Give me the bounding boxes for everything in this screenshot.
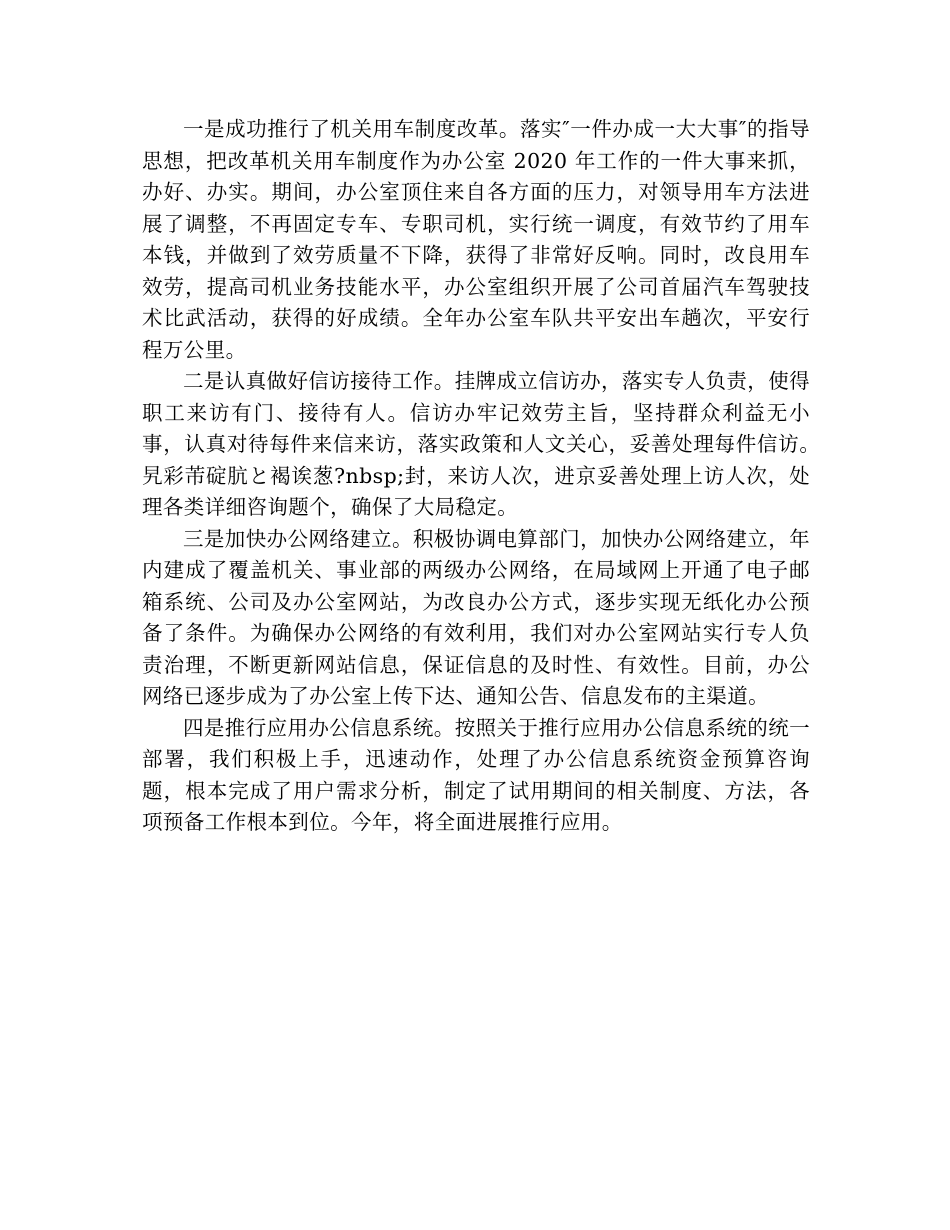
paragraph-office-info-system: 四是推行应用办公信息系统。按照关于推行应用办公信息系统的统一部署，我们积极上手，迅速动作，处理了办公信息系统资金预算咨询题，根本完成了用户需求分析，制定了试用期间的相关制度、方法，各项预备工作根本到位。今年，将全面进展推行应用。 bbox=[142, 715, 810, 834]
paragraph-vehicle-reform: 一是成功推行了机关用车制度改革。落实″一件办成一大大事″的指导思想，把改革机关用车制度作为办公室 2020 年工作的一件大事来抓，办好、办实。期间，办公室顶住来自各方面的压力，对领导用车方法进展了调整，不再固定专车、专职司机，实行统一调度，有效节约了用车本钱，并做到了效劳质量不下降，获得了非常好反响。同时，改良用车效劳，提高司机业务技能水平，办公室组织开展了公司首届汽车驾驶技术比武活动，获得的好成绩。全年办公室车队共平安出车趟次，平安行程万公里。 bbox=[142, 117, 810, 362]
document-body bbox=[142, 114, 838, 839]
paragraph-office-network: 三是加快办公网络建立。积极协调电算部门，加快办公网络建立，年内建成了覆盖机关、事业部的两级办公网络，在局域网上开通了电子邮箱系统、公司及办公室网站，为改良办公方式，逐步实现无纸化办公预备了条件。为确保办公网络的有效利用，我们对办公室网站实行专人负责治理，不断更新网站信息，保证信息的及时性、有效性。目前，办公网络已逐步成为了办公室上传下达、通知公告、信息发布的主渠道。 bbox=[142, 526, 810, 708]
paragraph-petition-reception: 二是认真做好信访接待工作。挂牌成立信访办，落实专人负责，使得职工来访有门、接待有人。信访办牢记效劳主旨，坚持群众利益无小事，认真对待每件来信来访，落实政策和人文关心，妥善处理每件信访。 旯彩芾碇肮と褐诶葱?nbsp;封，来访人次，进京妥善处理上访人次，处理各类详细咨询题个，确保了大局稳定。 bbox=[142, 369, 838, 519]
